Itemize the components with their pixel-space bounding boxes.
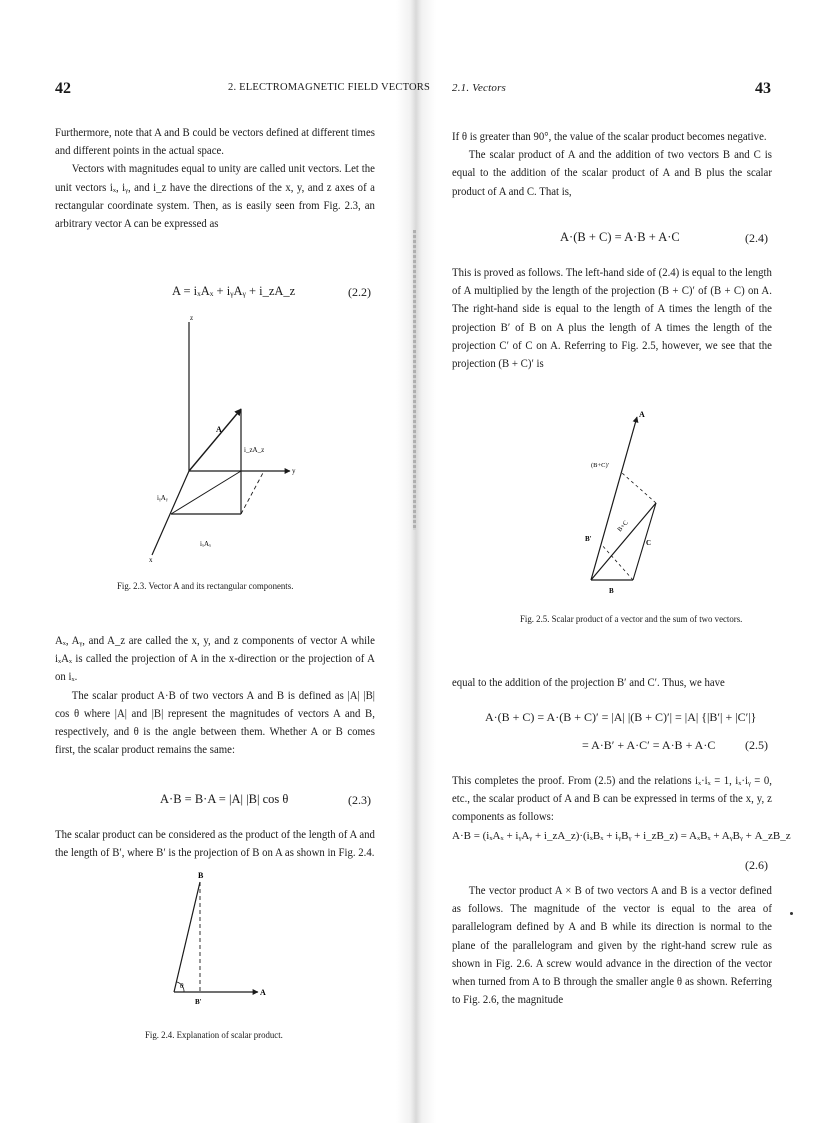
fig23-caption: Fig. 2.3. Vector A and its rectangular components. <box>117 581 294 592</box>
vector-A <box>189 409 241 471</box>
equation-2-6: A·B = (iₓAₓ + iᵧAᵧ + i_zA_z)·(iₓBₓ + iᵧBᵧ + i_zB_z) = AₓBₓ + AᵧBᵧ + A_zB_z <box>452 830 791 842</box>
equation-2-5-line-1: A·(B + C) = A·(B + C)′ = |A| |(B + C)′| = |A| {|B′| + |C′|} <box>485 710 757 724</box>
right-text-block-1 <box>452 128 772 201</box>
fig23-label-iyAy: iᵧAᵧ <box>157 494 168 502</box>
figure-2-5 <box>565 405 695 605</box>
fig23-label-ixAx: iₓAₓ <box>200 540 212 548</box>
left-para-5: The scalar product can be considered as the product of the length of A and the length of B′, where B′ is the projection of B on A as shown in Fig. 2.4. <box>55 828 375 860</box>
right-para-3: This is proved as follows. The left-hand side of (2.4) is equal to the length of A multiplied by the length of the projection (B + C)′ of (B + C) on A. The right-hand side is equal to the length of A times the length of the projection B′ of B on A plus the length of A times the length of the projection C′ of C on A. Referring to Fig. 2.5, however, we see that the projection (B + C)′ is <box>452 266 772 371</box>
left-text-block-2 <box>55 632 375 759</box>
equation-2-4-number: (2.4) <box>745 231 768 245</box>
right-para-2: The scalar product of A and the addition of two vectors B and C is equal to the addition of the scalar product of A and B plus the scalar product of A and C. That is, <box>452 148 772 198</box>
left-para-3: Aₓ, Aᵧ, and A_z are called the x, y, and z components of vector A while iₓAₓ is called the projection of A in the x-direction or the projection of A on iₓ. <box>55 634 375 684</box>
left-para-4: The scalar product A·B of two vectors A and B is defined as |A| |B| cos θ where |A| and |B| represent the magnitudes of vectors A and B, respectively, and θ is the angle between them. Whether A or B comes first, the scalar product remains the same: <box>55 688 375 757</box>
right-text-block-2 <box>452 264 772 373</box>
left-running-head: 2. ELECTROMAGNETIC FIELD VECTORS <box>228 82 431 93</box>
fig25-label-Bp: B′ <box>585 535 592 543</box>
fig25-vector-C <box>633 503 656 580</box>
right-text-block-3 <box>452 674 772 692</box>
fig25-label-A: A <box>639 410 645 419</box>
right-para-4: equal to the addition of the projection B′ and C′. Thus, we have <box>452 676 725 689</box>
left-text-block-3 <box>55 826 375 862</box>
fig25-label-C: C <box>646 539 652 547</box>
left-text-block-1 <box>55 124 375 233</box>
fig25-label-B: B <box>609 587 614 595</box>
fig23-label-A: A <box>216 425 222 434</box>
figure-2-3 <box>140 310 340 570</box>
left-para-2: Vectors with magnitudes equal to unity are called unit vectors. Let the unit vectors iₓ, iᵧ, and i_z have the directions of the x, y, and z axes of a rectangular coordinate system. Then, as is easily seen from Fig. 2.3, an arbitrary vector A can be expressed as <box>55 162 375 231</box>
equation-2-5-number: (2.5) <box>745 738 768 752</box>
right-para-1: If θ is greater than 90°, the value of the scalar product becomes negative. <box>452 130 767 143</box>
fig24-vector-B <box>174 882 200 992</box>
figure-2-4 <box>160 866 280 1016</box>
fig23-label-x: x <box>149 556 153 564</box>
right-text-block-4 <box>452 772 772 827</box>
fig24-caption: Fig. 2.4. Explanation of scalar product. <box>145 1030 283 1041</box>
fig23-label-z: z <box>190 314 194 322</box>
equation-2-5-line-2: = A·B′ + A·C′ = A·B + A·C <box>582 738 716 752</box>
margin-mark <box>790 912 793 915</box>
x-axis <box>152 471 189 555</box>
fig24-label-theta: θ <box>180 982 184 990</box>
fig24-label-B: B <box>198 871 204 880</box>
fig25-label-BCp: (B+C)′ <box>591 462 610 469</box>
left-page-number: 42 <box>55 80 71 97</box>
right-running-head: 2.1. Vectors <box>452 82 507 94</box>
fig24-label-Bp: B′ <box>195 998 202 1006</box>
fig25-label-BC: B+C <box>616 519 630 534</box>
equation-2-3-number: (2.3) <box>348 793 371 807</box>
gutter-scan-artifact <box>413 230 416 530</box>
equation-2-2-number: (2.2) <box>348 285 371 299</box>
fig23-label-izAz: i_zA_z <box>244 446 265 454</box>
equation-2-2: A = iₓAₓ + iᵧAᵧ + i_zA_z <box>172 284 296 298</box>
right-para-5: This completes the proof. From (2.5) and the relations iₓ·iₓ = 1, iₓ·iᵧ = 0, etc., the scalar product of A and B can be expressed in terms of the x, y, z components as follows: <box>452 774 772 824</box>
base-edge-diag <box>171 471 241 514</box>
base-dashed-right <box>241 471 264 514</box>
right-text-block-5 <box>452 882 772 1009</box>
right-page-number: 43 <box>755 80 771 97</box>
equation-2-6-number: (2.6) <box>745 858 768 872</box>
right-para-6: The vector product A × B of two vectors A and B is a vector defined as follows. The magnitude of the vector is equal to the area of parallelogram defined by A and B while its direction is normal to the plane of the parallelogram and given by the right-hand screw rule as shown in Fig. 2.6. A screw would advance in the direction of the vector when turned from A to B through the smaller angle θ as shown. Referring to Fig. 2.6, the magnitude <box>452 884 772 1007</box>
left-para-1: Furthermore, note that A and B could be vectors defined at different times and different points in the actual space. <box>55 126 375 158</box>
fig24-label-A: A <box>260 988 266 997</box>
page-gutter-shadow <box>396 0 436 1123</box>
fig23-label-y: y <box>292 467 296 475</box>
equation-2-3: A·B = B·A = |A| |B| cos θ <box>160 792 289 806</box>
fig25-vector-A <box>591 417 637 580</box>
fig25-proj-BC-dashed <box>622 473 656 503</box>
equation-2-4: A·(B + C) = A·B + A·C <box>560 230 680 244</box>
fig25-caption: Fig. 2.5. Scalar product of a vector and the sum of two vectors. <box>520 614 743 625</box>
